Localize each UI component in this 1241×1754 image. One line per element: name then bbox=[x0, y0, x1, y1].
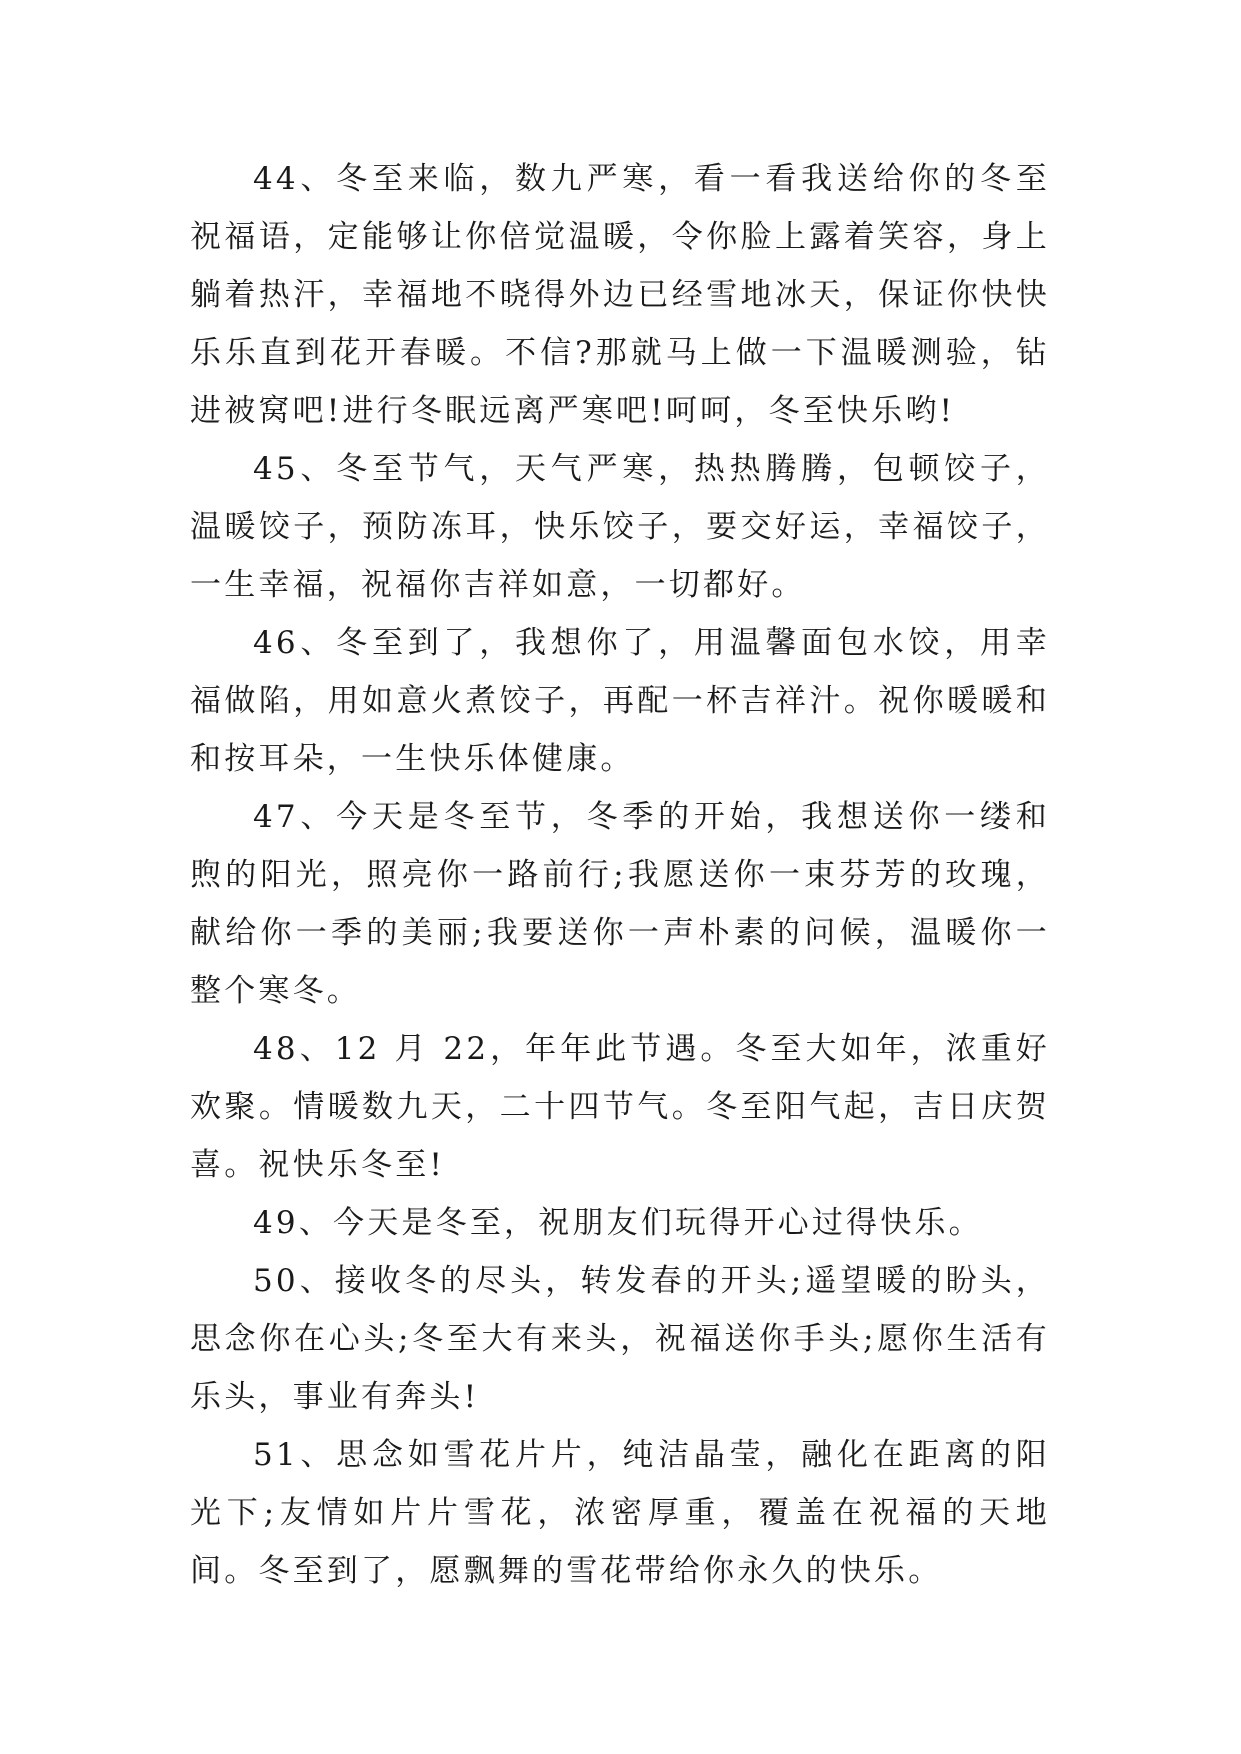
paragraph-50: 50、接收冬的尽头，转发春的开头;遥望暖的盼头，思念你在心头;冬至大有来头，祝福送你手头;愿你生活有乐头，事业有奔头! bbox=[190, 1263, 1050, 1415]
paragraph-49: 49、今天是冬至，祝朋友们玩得开心过得快乐。 bbox=[253, 1205, 983, 1241]
document-body bbox=[190, 150, 1050, 1600]
paragraph-48: 48、12 月 22，年年此节遇。冬至大如年，浓重好欢聚。情暖数九天，二十四节气。冬至阳气起，吉日庆贺喜。祝快乐冬至! bbox=[190, 1031, 1050, 1183]
paragraph-45: 45、冬至节气，天气严寒，热热腾腾，包顿饺子，温暖饺子，预防冻耳，快乐饺子，要交好运，幸福饺子，一生幸福，祝福你吉祥如意，一切都好。 bbox=[190, 451, 1050, 603]
paragraph-51: 51、思念如雪花片片，纯洁晶莹，融化在距离的阳光下;友情如片片雪花，浓密厚重，覆盖在祝福的天地间。冬至到了，愿飘舞的雪花带给你永久的快乐。 bbox=[190, 1437, 1050, 1589]
paragraph-47: 47、今天是冬至节，冬季的开始，我想送你一缕和煦的阳光，照亮你一路前行;我愿送你一束芬芳的玫瑰，献给你一季的美丽;我要送你一声朴素的问候，温暖你一整个寒冬。 bbox=[190, 799, 1050, 1009]
paragraph-44: 44、冬至来临，数九严寒，看一看我送给你的冬至祝福语，定能够让你倍觉温暖，令你脸上露着笑容，身上躺着热汗，幸福地不晓得外边已经雪地冰天，保证你快快乐乐直到花开春暖。不信?那就马上做一下温暖测验，钻进被窝吧!进行冬眠远离严寒吧!呵呵，冬至快乐哟! bbox=[190, 161, 1050, 429]
paragraph-46: 46、冬至到了，我想你了，用温馨面包水饺，用幸福做陷，用如意火煮饺子，再配一杯吉祥汁。祝你暖暖和和按耳朵，一生快乐体健康。 bbox=[190, 625, 1050, 777]
